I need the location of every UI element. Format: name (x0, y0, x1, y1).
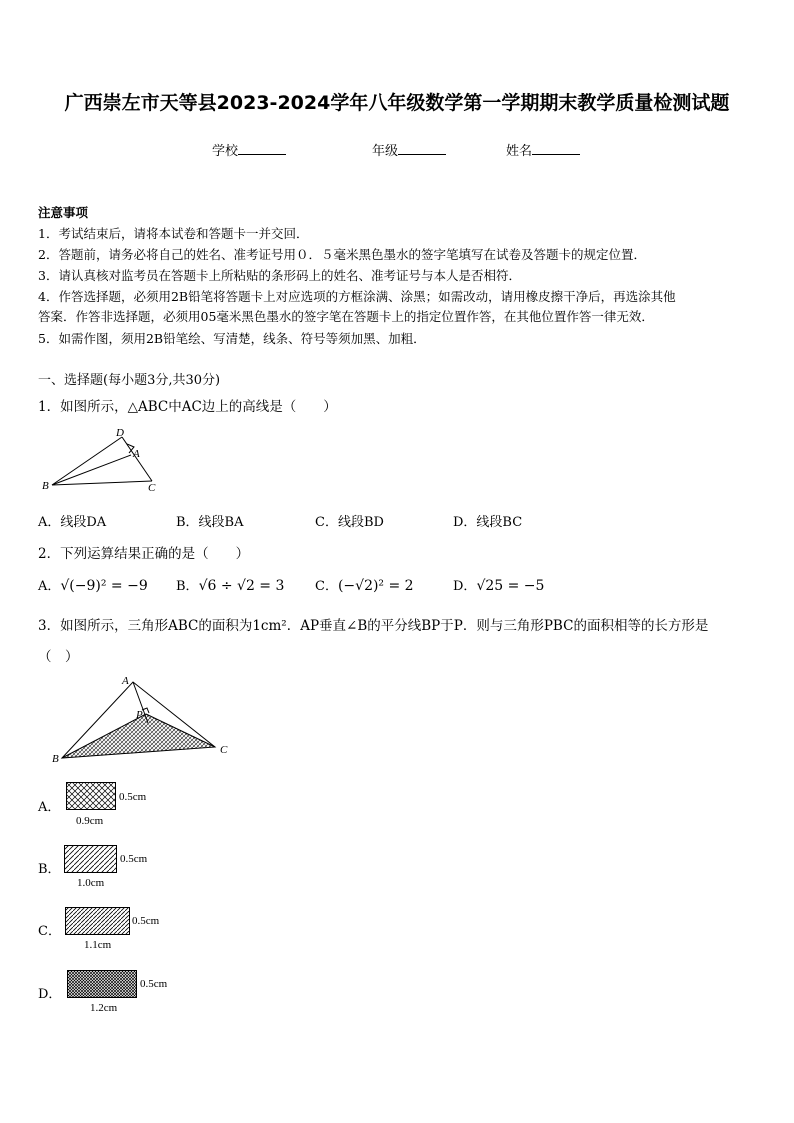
q2-option-a[interactable] (38, 575, 148, 594)
q2-option-c[interactable] (315, 575, 414, 594)
segment-bc (52, 481, 152, 485)
note-item: 4．作答选择题，必须用2B铅笔将答题卡上对应选项的方框涂满、涂黑；如需改动，请用橡皮擦干净后，再选涂其他 (38, 289, 676, 304)
note-item: 答案．作答非选择题，必须用05毫米黑色墨水的签字笔在答题卡上的指定位置作答，在其他位置作答一律无效． (38, 309, 654, 324)
label-d: D (116, 427, 124, 439)
option-expression: √25 = −5 (476, 578, 545, 594)
school-blank (238, 142, 286, 155)
rectangle-b-height: 0.5cm (120, 853, 148, 865)
name-blank (532, 142, 580, 155)
label-a: A (133, 448, 140, 460)
rectangle-a-width: 0.9cm (76, 815, 104, 827)
label-a: A (122, 675, 129, 687)
q3-triangle-figure (48, 672, 248, 764)
label-c: C (148, 482, 156, 494)
rectangle-c-figure (65, 907, 131, 937)
segment-bd (52, 437, 122, 485)
q2-option-d[interactable] (453, 575, 544, 594)
q1-option-a[interactable]: A．线段DA (38, 515, 107, 530)
q3-option-c[interactable] (38, 920, 61, 939)
label-b: B (52, 753, 59, 764)
grade-field (372, 140, 446, 159)
q3-option-b[interactable] (38, 858, 61, 877)
notes-heading: 注意事项 (38, 205, 89, 220)
question-3-stem: 3．如图所示，三角形ABC的面积为1cm²．AP垂直∠B的平分线BP于P．则与三角形PBC的面积相等的长方形是 (38, 618, 709, 634)
question-1-stem: 1．如图所示，△ABC中AC边上的高线是（ ） (38, 399, 337, 415)
rectangle-c-height: 0.5cm (132, 915, 160, 927)
q1-option-c[interactable]: C．线段BD (315, 515, 384, 530)
rectangle-b-figure (64, 845, 118, 875)
q1-option-b[interactable]: B．线段BA (176, 515, 244, 530)
option-letter: B． (176, 579, 199, 594)
rectangle-a-figure (66, 782, 116, 812)
option-expression: √6 ÷ √2 = 3 (198, 578, 285, 594)
rectangle-b (65, 846, 117, 873)
note-item: 2．答题前，请务必将自己的姓名、准考证号用０．５毫米黑色墨水的签字笔填写在试卷及答题卡的规定位置． (38, 247, 646, 262)
option-expression: (−√2)² = 2 (337, 578, 414, 594)
section-heading: 一、选择题(每小题3分,共30分) (38, 373, 221, 388)
rectangle-c-width: 1.1cm (84, 939, 112, 951)
question-2-stem: 2．下列运算结果正确的是（ ） (38, 546, 250, 562)
option-letter: A． (38, 579, 61, 594)
label-b: B (42, 480, 49, 492)
note-item: 1．考试结束后，请将本试卷和答题卡一并交回． (38, 226, 309, 241)
rectangle-d-figure (67, 970, 139, 1000)
label-c: C (220, 744, 228, 756)
q2-option-b[interactable] (176, 575, 284, 594)
name-label: 姓名 (506, 144, 533, 159)
rectangle-b-width: 1.0cm (77, 877, 105, 889)
rectangle-a-height: 0.5cm (119, 791, 147, 803)
label-p: P (136, 709, 143, 721)
grade-blank (398, 142, 446, 155)
school-field (212, 140, 286, 159)
rectangle-a (67, 783, 116, 810)
option-letter: C． (315, 579, 338, 594)
note-item: 5．如需作图，须用2B铅笔绘、写清楚，线条、符号等须加黑、加粗． (38, 331, 426, 346)
option-letter: A． (38, 800, 61, 815)
rectangle-d-height: 0.5cm (140, 978, 168, 990)
grade-label: 年级 (372, 144, 399, 159)
name-field (506, 140, 580, 159)
rectangle-c (66, 908, 130, 935)
note-item: 3．请认真核对监考员在答题卡上所粘贴的条形码上的姓名、准考证号与本人是否相符． (38, 268, 521, 283)
q3-option-a[interactable] (38, 796, 60, 815)
page-title: 广西崇左市天等县2023-2024学年八年级数学第一学期期末教学质量检测试题 (64, 92, 730, 114)
option-letter: B． (38, 862, 61, 877)
q1-option-d[interactable]: D．线段BC (453, 515, 523, 530)
question-3-stem-cont: （ ） (38, 649, 79, 665)
option-expression: √(−9)² = −9 (60, 578, 148, 594)
school-label: 学校 (212, 144, 239, 159)
option-letter: D． (38, 987, 62, 1002)
q3-option-d[interactable] (38, 983, 61, 1002)
rectangle-d (68, 971, 137, 998)
segment-ba (52, 455, 131, 485)
q1-triangle-figure (38, 425, 168, 495)
rectangle-d-width: 1.2cm (90, 1002, 118, 1014)
option-letter: C． (38, 924, 61, 939)
option-letter: D． (453, 579, 477, 594)
